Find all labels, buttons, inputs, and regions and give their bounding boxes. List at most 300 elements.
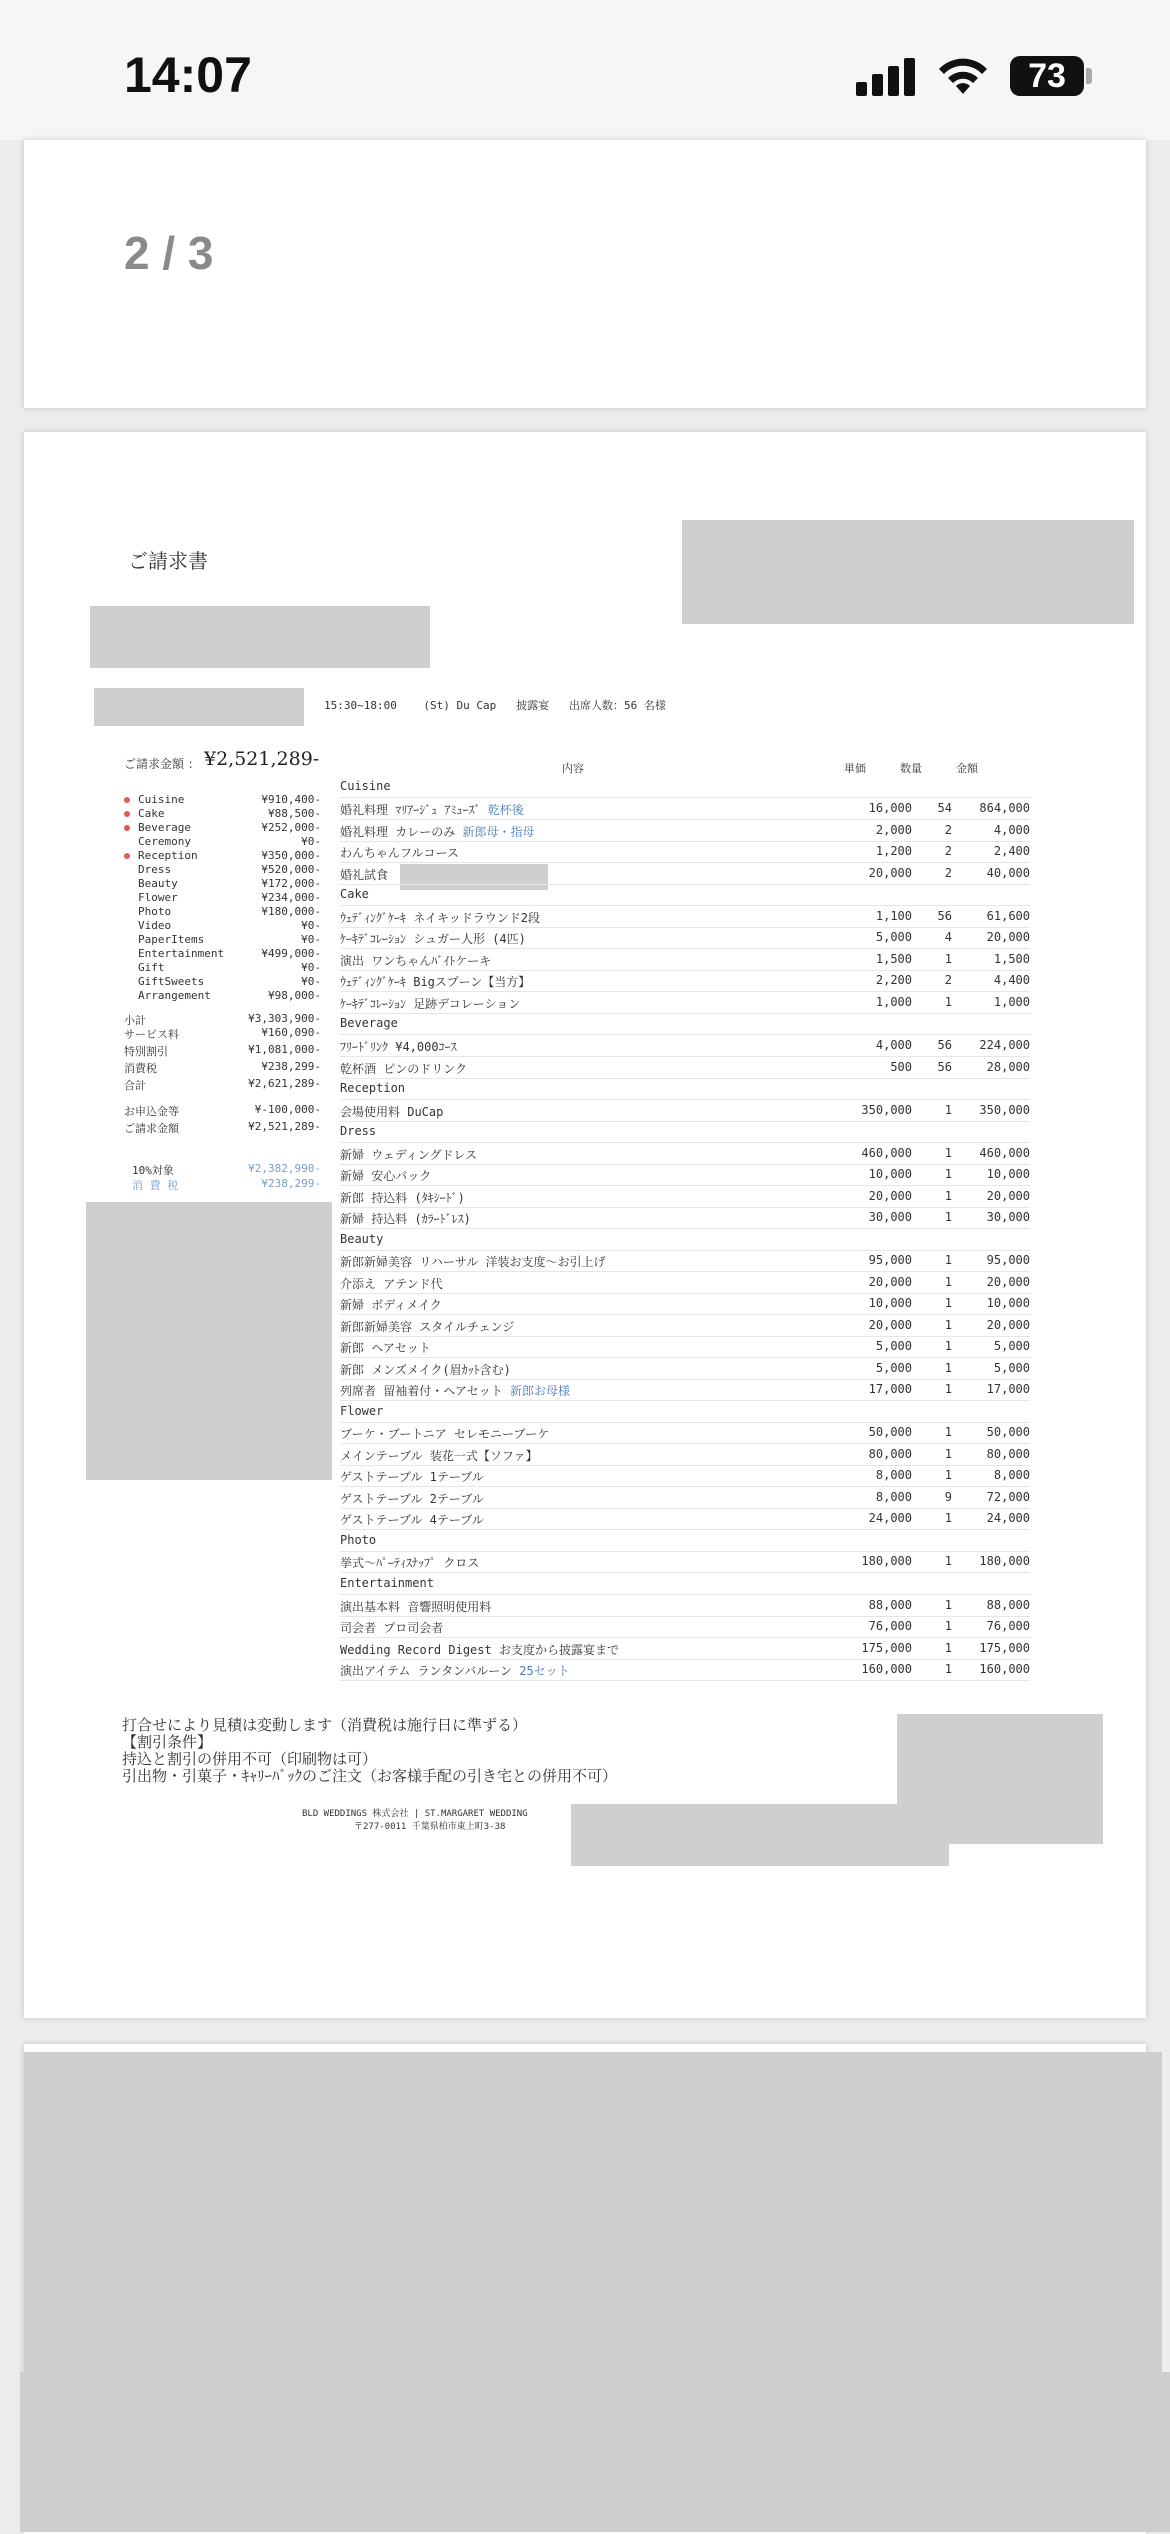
item-name <box>340 1641 619 1658</box>
total-amount: ¥2,521,289- <box>204 748 320 770</box>
summary-value: ¥0- <box>301 975 321 988</box>
tax-value: ¥2,382,990- <box>248 1162 321 1175</box>
summary-row <box>124 891 324 905</box>
item-unit-price: 5,000 <box>875 1339 912 1353</box>
item-name <box>340 1038 457 1055</box>
footnote-line: 持込と割引の併用不可（印刷物は可） <box>122 1750 378 1768</box>
item-amount: 4,400 <box>993 973 1030 987</box>
item-unit-price: 2,200 <box>875 973 912 987</box>
item-amount: 224,000 <box>979 1038 1030 1052</box>
summary-label: Reception <box>138 849 198 862</box>
category-header-row <box>340 779 1030 798</box>
table-row <box>340 1662 1030 1681</box>
cellular-signal-icon <box>856 56 916 96</box>
item-name-text: 新郎 持込料 (ﾀｷｼｰﾄﾞ) <box>340 1191 465 1205</box>
summary-row <box>124 975 324 989</box>
battery-icon: 73 <box>1010 56 1084 96</box>
item-amount: 24,000 <box>986 1511 1030 1525</box>
item-unit-price: 5,000 <box>875 1361 912 1375</box>
item-name-text: わんちゃんフルコース <box>340 846 459 860</box>
tax-row <box>132 1162 324 1176</box>
item-quantity: 1 <box>944 1662 952 1676</box>
item-name-text: 新婦 ウェディングドレス <box>340 1148 478 1162</box>
table-row <box>340 1382 1030 1401</box>
summary-row <box>124 821 324 835</box>
item-unit-price: 8,000 <box>875 1468 912 1482</box>
item-unit-price: 160,000 <box>861 1662 912 1676</box>
item-name <box>340 1361 511 1378</box>
table-row <box>340 952 1030 971</box>
item-unit-price: 50,000 <box>868 1425 912 1439</box>
header-content: 内容 <box>562 762 584 775</box>
item-unit-price: 80,000 <box>868 1447 912 1461</box>
totals-row <box>124 1012 324 1026</box>
item-name <box>340 1339 431 1356</box>
item-name <box>340 1619 443 1636</box>
table-row <box>340 823 1030 842</box>
category-header-row <box>340 1533 1030 1552</box>
totals-label: 小計 <box>124 1014 146 1027</box>
status-bar <box>0 0 1170 140</box>
category-header-row <box>340 1016 1030 1035</box>
table-row <box>340 1167 1030 1186</box>
item-quantity: 56 <box>937 1038 952 1052</box>
item-quantity: 1 <box>944 1103 952 1117</box>
summary-label: Arrangement <box>138 989 211 1002</box>
summary-value: ¥180,000- <box>261 905 321 918</box>
item-name-text: ゲストテーブル 4テーブル <box>340 1513 484 1527</box>
item-amount: 5,000 <box>993 1361 1030 1375</box>
item-quantity: 1 <box>944 1339 952 1353</box>
totals-value: ¥1,081,000- <box>248 1043 321 1056</box>
summary-row <box>124 933 324 947</box>
item-unit-price: 20,000 <box>868 1318 912 1332</box>
item-unit-price: 95,000 <box>868 1253 912 1267</box>
item-amount: 4,000 <box>993 823 1030 837</box>
item-name <box>340 973 530 990</box>
category-name: Cuisine <box>340 779 391 793</box>
item-unit-price: 175,000 <box>861 1641 912 1655</box>
item-amount: 10,000 <box>986 1167 1030 1181</box>
company-info <box>302 1808 528 1834</box>
item-amount: 17,000 <box>986 1382 1030 1396</box>
summary-row <box>124 961 324 975</box>
totals-label: ご請求金額 <box>124 1122 179 1135</box>
table-row <box>340 1361 1030 1380</box>
item-name <box>340 1382 570 1399</box>
summary-label: Beauty <box>138 877 178 890</box>
item-unit-price: 4,000 <box>875 1038 912 1052</box>
table-row <box>340 1210 1030 1229</box>
item-amount: 20,000 <box>986 930 1030 944</box>
table-row <box>340 1339 1030 1358</box>
totals-value: ¥2,621,289- <box>248 1077 321 1090</box>
totals-value: ¥2,521,289- <box>248 1120 321 1133</box>
header-unit-price: 単価 <box>844 762 866 775</box>
item-name-text: 列席者 留袖着付・ヘアセット <box>340 1384 503 1398</box>
company-name: BLD WEDDINGS 株式会社 | ST.MARGARET WEDDING <box>302 1809 528 1819</box>
totals-value: ¥160,090- <box>261 1026 321 1039</box>
item-amount: 72,000 <box>986 1490 1030 1504</box>
item-unit-price: 1,100 <box>875 909 912 923</box>
item-name-text: ゲストテーブル 2テーブル <box>340 1492 484 1506</box>
item-name-text: ｳｪﾃﾞｨﾝｸﾞｹｰｷ Bigスプーン【当方】 <box>340 975 531 989</box>
redacted-block <box>94 688 304 726</box>
item-name <box>340 1490 484 1507</box>
item-name-text: 司会者 プロ司会者 <box>340 1621 444 1635</box>
item-note: 25セット <box>519 1664 570 1678</box>
item-note: 乾杯後 <box>487 803 524 817</box>
item-amount: 10,000 <box>986 1296 1030 1310</box>
item-name-text: 演出 ワンちゃんﾊﾞｲﾄケーキ <box>340 954 492 968</box>
item-name-text: ゲストテーブル 1テーブル <box>340 1470 484 1484</box>
item-amount: 1,500 <box>993 952 1030 966</box>
wifi-icon <box>936 52 990 96</box>
category-header-row <box>340 1404 1030 1423</box>
item-name <box>340 1447 538 1464</box>
item-amount: 1,000 <box>993 995 1030 1009</box>
summary-value: ¥0- <box>301 835 321 848</box>
item-unit-price: 8,000 <box>875 1490 912 1504</box>
item-name-text: ｹｰｷﾃﾞｺﾚｰｼｮﾝ シュガー人形 (4匹) <box>340 932 526 946</box>
category-header-row <box>340 1576 1030 1595</box>
table-row <box>340 1641 1030 1660</box>
table-row <box>340 1038 1030 1057</box>
category-dot-icon <box>124 825 130 831</box>
totals-value: ¥-100,000- <box>254 1103 321 1116</box>
item-name <box>340 1318 514 1335</box>
category-header-row <box>340 1232 1030 1251</box>
item-unit-price: 20,000 <box>868 866 912 880</box>
tax-row <box>132 1177 324 1191</box>
table-row <box>340 1146 1030 1165</box>
item-unit-price: 10,000 <box>868 1296 912 1310</box>
item-name <box>340 995 520 1012</box>
tax-label: 消 費 税 <box>132 1179 179 1192</box>
table-row <box>340 1189 1030 1208</box>
item-name <box>340 1060 467 1077</box>
tax-label: 10%対象 <box>132 1164 174 1177</box>
category-name: Cake <box>340 887 369 901</box>
item-name-text: ｳｪﾃﾞｨﾝｸﾞｹｰｷ ネイキッドラウンド2段 <box>340 911 540 925</box>
item-amount: 20,000 <box>986 1189 1030 1203</box>
footnote-line: 打合せにより見積は変動します（消費税は施行日に準ずる） <box>122 1716 528 1734</box>
item-quantity: 1 <box>944 1296 952 1310</box>
summary-value: ¥172,000- <box>261 877 321 890</box>
summary-value: ¥98,000- <box>268 989 321 1002</box>
totals-value: ¥3,303,900- <box>248 1012 321 1025</box>
totals-label: 特別割引 <box>124 1045 168 1058</box>
footnote-line: 引出物・引菓子・ｷｬﾘｰﾊﾞｯｸのご注文（お客様手配の引き宅との併用不可） <box>122 1767 618 1785</box>
table-row <box>340 1490 1030 1509</box>
summary-row <box>124 877 324 891</box>
summary-label: Dress <box>138 863 172 876</box>
item-amount: 76,000 <box>986 1619 1030 1633</box>
summary-label: Photo <box>138 905 172 918</box>
item-name <box>340 1146 477 1163</box>
header-quantity: 数量 <box>900 762 922 775</box>
item-quantity: 1 <box>944 1468 952 1482</box>
item-name <box>340 866 388 883</box>
item-amount: 61,600 <box>986 909 1030 923</box>
company-address: 〒277-0011 千葉県柏市東上町3-38 <box>354 1822 506 1832</box>
table-row <box>340 1296 1030 1315</box>
item-quantity: 2 <box>944 973 952 987</box>
battery-tip <box>1086 68 1092 84</box>
summary-label: Ceremony <box>138 835 191 848</box>
item-name <box>340 801 524 818</box>
totals-row <box>124 1077 324 1091</box>
table-row <box>340 1554 1030 1573</box>
item-note: 新郎母・指母 <box>462 825 535 839</box>
item-quantity: 1 <box>944 1511 952 1525</box>
item-name-text: ｹｰｷﾃﾞｺﾚｰｼｮﾝ 足跡デコレーション <box>340 997 521 1011</box>
item-name <box>340 1662 570 1679</box>
item-unit-price: 1,500 <box>875 952 912 966</box>
item-quantity: 1 <box>944 1361 952 1375</box>
item-name <box>340 909 540 926</box>
item-name <box>340 1167 431 1184</box>
category-name: Entertainment <box>340 1576 434 1590</box>
item-amount: 30,000 <box>986 1210 1030 1224</box>
redacted-block <box>86 1202 332 1480</box>
item-name <box>340 1554 479 1571</box>
redacted-block <box>571 1804 949 1866</box>
summary-row <box>124 793 324 807</box>
totals-row <box>124 1103 324 1117</box>
header-amount: 金額 <box>956 762 978 775</box>
totals-value: ¥238,299- <box>261 1060 321 1073</box>
item-unit-price: 24,000 <box>868 1511 912 1525</box>
summary-value: ¥520,000- <box>261 863 321 876</box>
category-header-row <box>340 1081 1030 1100</box>
summary-value: ¥0- <box>301 933 321 946</box>
item-amount: 180,000 <box>979 1554 1030 1568</box>
summary-value: ¥350,000- <box>261 849 321 862</box>
item-unit-price: 2,000 <box>875 823 912 837</box>
item-quantity: 1 <box>944 1598 952 1612</box>
category-name: Flower <box>340 1404 384 1418</box>
item-note: 新郎お母様 <box>509 1384 570 1398</box>
item-name-text: 新郎新婦美容 リハーサル 洋装お支度～お引上げ <box>340 1255 606 1269</box>
item-name-text: 介添え アテンド代 <box>340 1277 443 1291</box>
table-row <box>340 1253 1030 1272</box>
item-amount: 88,000 <box>986 1598 1030 1612</box>
item-quantity: 2 <box>944 823 952 837</box>
item-name-text: 演出基本料 音響照明使用料 <box>340 1600 492 1614</box>
item-name-text: 婚礼料理 カレーのみ <box>340 825 456 839</box>
summary-row <box>124 905 324 919</box>
item-name-text: ブーケ・ブートニア セレモニーブーケ <box>340 1427 550 1441</box>
summary-label: Video <box>138 919 172 932</box>
item-unit-price: 180,000 <box>861 1554 912 1568</box>
item-unit-price: 88,000 <box>868 1598 912 1612</box>
item-name <box>340 1425 549 1442</box>
item-name-text: 新婦 ボディメイク <box>340 1298 442 1312</box>
totals-label: 消費税 <box>124 1062 157 1075</box>
category-dot-icon <box>124 811 130 817</box>
summary-label: Cake <box>138 807 165 820</box>
table-row <box>340 866 1030 885</box>
table-row <box>340 1598 1030 1617</box>
category-name: Reception <box>340 1081 406 1095</box>
item-quantity: 1 <box>944 1189 952 1203</box>
footnotes <box>122 1717 617 1785</box>
item-amount: 175,000 <box>979 1641 1030 1655</box>
table-row <box>340 995 1030 1014</box>
item-name <box>340 930 526 947</box>
redacted-block <box>20 2372 1170 2532</box>
item-unit-price: 20,000 <box>868 1189 912 1203</box>
summary-value: ¥234,000- <box>261 891 321 904</box>
item-amount: 8,000 <box>993 1468 1030 1482</box>
item-quantity: 1 <box>944 1619 952 1633</box>
item-amount: 20,000 <box>986 1318 1030 1332</box>
item-name-text: 婚礼料理 ﾏﾘｱｰｼﾞｭ ｱﾐｭｰｽﾞ <box>340 803 481 817</box>
summary-value: ¥910,400- <box>261 793 321 806</box>
item-unit-price: 30,000 <box>868 1210 912 1224</box>
item-name <box>340 1598 491 1615</box>
item-name-text: ﾌﾘｰﾄﾞﾘﾝｸ ¥4,000ｺｰｽ <box>340 1040 457 1054</box>
item-unit-price: 16,000 <box>868 801 912 815</box>
item-name <box>340 1253 606 1270</box>
summary-row <box>124 863 324 877</box>
item-name-text: 会場使用料 DuCap <box>340 1105 444 1119</box>
table-row <box>340 973 1030 992</box>
item-quantity: 1 <box>944 1146 952 1160</box>
item-amount: 80,000 <box>986 1447 1030 1461</box>
summary-value: ¥88,500- <box>268 807 321 820</box>
summary-row <box>124 807 324 821</box>
item-amount: 50,000 <box>986 1425 1030 1439</box>
item-amount: 20,000 <box>986 1275 1030 1289</box>
item-quantity: 2 <box>944 844 952 858</box>
tax-value: ¥238,299- <box>261 1177 321 1190</box>
item-quantity: 1 <box>944 1641 952 1655</box>
item-amount: 2,400 <box>993 844 1030 858</box>
summary-label: Beverage <box>138 821 191 834</box>
summary-label: Cuisine <box>138 793 185 806</box>
item-name-text: 挙式～ﾊﾟｰﾃｨｽﾅｯﾌﾟ クロス <box>340 1556 480 1570</box>
item-quantity: 1 <box>944 1382 952 1396</box>
category-dot-icon <box>124 797 130 803</box>
footnote-line: 【割引条件】 <box>122 1733 213 1751</box>
item-amount: 864,000 <box>979 801 1030 815</box>
item-name <box>340 1210 471 1227</box>
summary-row <box>124 989 324 1003</box>
item-unit-price: 76,000 <box>868 1619 912 1633</box>
item-amount: 28,000 <box>986 1060 1030 1074</box>
totals-row <box>124 1043 324 1057</box>
item-name <box>340 1103 443 1120</box>
item-unit-price: 350,000 <box>861 1103 912 1117</box>
item-name-text: 婚礼試食 <box>340 868 389 882</box>
page-indicator: 2 / 3 <box>124 227 214 279</box>
category-name: Photo <box>340 1533 377 1547</box>
table-row <box>340 844 1030 863</box>
summary-label: Gift <box>138 961 165 974</box>
category-name: Beverage <box>340 1016 398 1030</box>
item-unit-price: 460,000 <box>861 1146 912 1160</box>
item-quantity: 1 <box>944 1167 952 1181</box>
item-name <box>340 1511 484 1528</box>
summary-row <box>124 947 324 961</box>
item-quantity: 56 <box>937 909 952 923</box>
item-name <box>340 823 534 840</box>
table-row <box>340 1318 1030 1337</box>
item-unit-price: 1,000 <box>875 995 912 1009</box>
category-dot-icon <box>124 853 130 859</box>
item-amount: 350,000 <box>979 1103 1030 1117</box>
item-amount: 460,000 <box>979 1146 1030 1160</box>
summary-value: ¥0- <box>301 961 321 974</box>
table-row <box>340 1619 1030 1638</box>
table-row <box>340 1425 1030 1444</box>
table-row <box>340 801 1030 820</box>
item-quantity: 1 <box>944 1318 952 1332</box>
item-amount: 95,000 <box>986 1253 1030 1267</box>
item-name <box>340 1189 465 1206</box>
summary-label: Entertainment <box>138 947 225 960</box>
invoice-title: ご請求書 <box>128 549 208 573</box>
category-header-row <box>340 1124 1030 1143</box>
table-row <box>340 1511 1030 1530</box>
item-amount: 5,000 <box>993 1339 1030 1353</box>
table-row <box>340 1447 1030 1466</box>
table-row <box>340 909 1030 928</box>
totals-label: 合計 <box>124 1079 146 1092</box>
table-row <box>340 1275 1030 1294</box>
item-name-text: 新婦 安心パック <box>340 1169 432 1183</box>
totals-row <box>124 1060 324 1074</box>
item-name-text: 新郎 メンズメイク(眉ｶｯﾄ含む) <box>340 1363 511 1377</box>
redacted-block <box>90 606 430 668</box>
summary-label: PaperItems <box>138 933 205 946</box>
event-info: 15:30~18:00 (St) Du Cap 披露宴 出席人数：56 名様 <box>324 699 666 712</box>
item-unit-price: 5,000 <box>875 930 912 944</box>
totals-label: お申込金等 <box>124 1105 179 1118</box>
item-quantity: 1 <box>944 1253 952 1267</box>
item-unit-price: 1,200 <box>875 844 912 858</box>
redacted-block <box>24 2052 1162 2372</box>
category-name: Beauty <box>340 1232 384 1246</box>
table-row <box>340 1060 1030 1079</box>
item-name <box>340 952 491 969</box>
status-time: 14:07 <box>124 47 252 103</box>
item-name <box>340 1468 484 1485</box>
item-name <box>340 1275 443 1292</box>
item-unit-price: 17,000 <box>868 1382 912 1396</box>
item-name-text: 新郎 ヘアセット <box>340 1341 431 1355</box>
summary-value: ¥252,000- <box>261 821 321 834</box>
item-name <box>340 1296 442 1313</box>
item-quantity: 1 <box>944 995 952 1009</box>
totals-row <box>124 1120 324 1134</box>
table-row <box>340 1468 1030 1487</box>
summary-label: GiftSweets <box>138 975 205 988</box>
item-quantity: 1 <box>944 1425 952 1439</box>
item-unit-price: 10,000 <box>868 1167 912 1181</box>
item-name-text: Wedding Record Digest お支度から披露宴まで <box>340 1643 619 1657</box>
item-quantity: 1 <box>944 1275 952 1289</box>
category-header-row <box>340 887 1030 906</box>
summary-row <box>124 919 324 933</box>
item-name <box>340 844 459 861</box>
item-quantity: 1 <box>944 1447 952 1461</box>
item-unit-price: 20,000 <box>868 1275 912 1289</box>
item-quantity: 56 <box>937 1060 952 1074</box>
table-row <box>340 1103 1030 1122</box>
